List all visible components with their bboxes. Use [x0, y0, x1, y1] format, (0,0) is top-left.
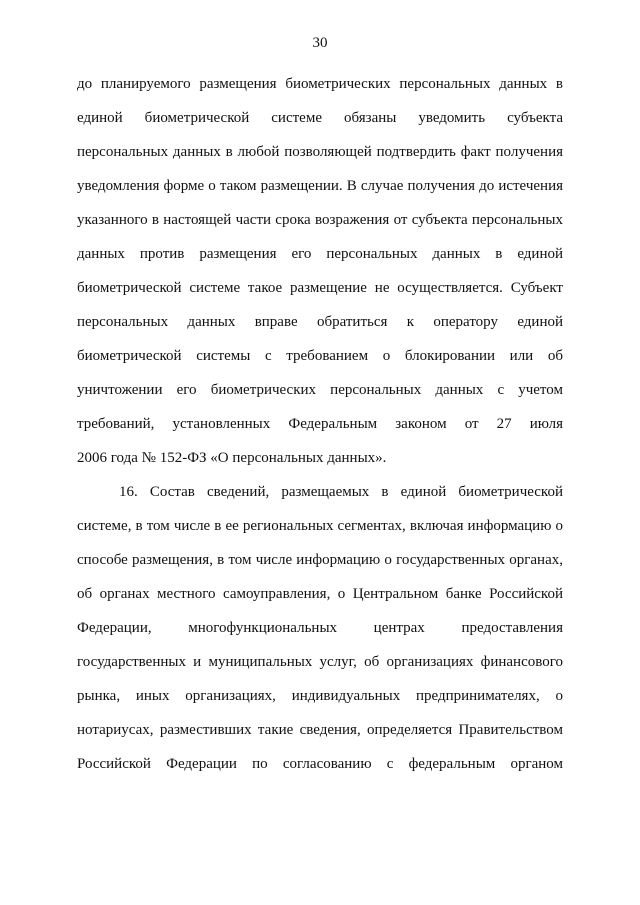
text-line: об органах местного самоуправления, о Центральном банке Российской [77, 586, 563, 602]
text-line: до планируемого размещения биометрических персональных данных в [77, 76, 563, 92]
text-line: государственных и муниципальных услуг, об организациях финансового [77, 654, 563, 670]
text-line: единой биометрической системе обязаны уведомить субъекта [77, 110, 563, 126]
text-line: требований, установленных Федеральным законом от 27 июля [77, 416, 563, 432]
text-line: указанного в настоящей части срока возражения от субъекта персональных [77, 212, 563, 228]
page-number: 30 [312, 35, 328, 51]
text-line: способе размещения, в том числе информацию о государственных органах, [77, 552, 563, 568]
text-line: нотариусах, разместивших такие сведения, определяется Правительством [77, 722, 563, 738]
text-line-paragraph-end: 2006 года № 152-ФЗ «О персональных данных». [77, 450, 387, 466]
text-line: персональных данных вправе обратиться к оператору единой [77, 314, 563, 330]
paragraph-16-first-line: 16. Состав сведений, размещаемых в единой биометрической [119, 484, 563, 500]
text-line: биометрической системы с требованием о блокировании или об [77, 348, 563, 364]
text-line: уведомления форме о таком размещении. В случае получения до истечения [77, 178, 563, 194]
text-line: персональных данных в любой позволяющей подтвердить факт получения [77, 144, 563, 160]
text-line: данных против размещения его персональных данных в единой [77, 246, 563, 262]
text-line: Российской Федерации по согласованию с федеральным органом [77, 756, 563, 772]
text-line: Федерации, многофункциональных центрах предоставления [77, 620, 563, 636]
text-line: биометрической системе такое размещение не осуществляется. Субъект [77, 280, 563, 296]
text-line: рынка, иных организациях, индивидуальных предпринимателях, о [77, 688, 563, 704]
text-line: системе, в том числе в ее региональных сегментах, включая информацию о [77, 518, 563, 534]
text-line: уничтожении его биометрических персональных данных с учетом [77, 382, 563, 398]
